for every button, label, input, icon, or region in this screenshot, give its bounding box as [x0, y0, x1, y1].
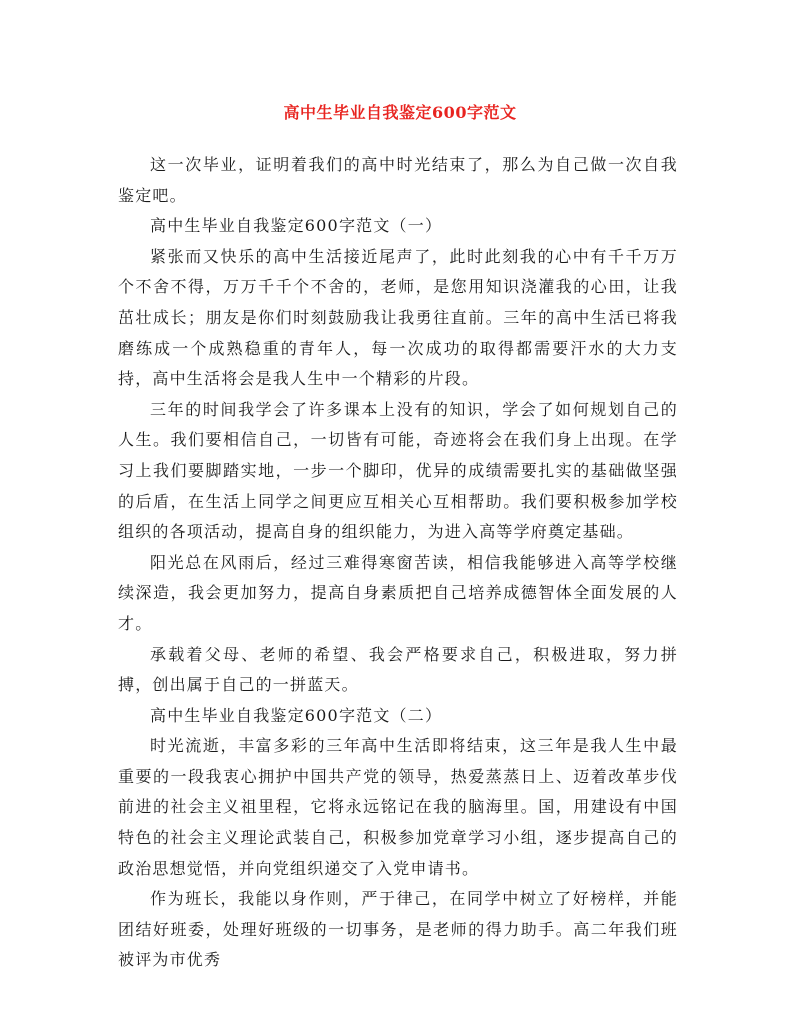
paragraph: 阳光总在风雨后，经过三难得寒窗苦读，相信我能够进入高等学校继续深造，我会更加努力，提高自身素质把自己培养成德智体全面发展的人才。 — [118, 552, 678, 633]
paragraph: 承载着父母、老师的希望、我会严格要求自己，积极进取，努力拼搏，创出属于自己的一拼蓝天。 — [118, 644, 678, 695]
document-title: 高中生毕业自我鉴定600字范文 — [283, 103, 517, 122]
paragraph: 时光流逝，丰富多彩的三年高中生活即将结束，这三年是我人生中最重要的一段我衷心拥护中国共产党的领导，热爱蒸蒸日上、迈着改革步伐前进的社会主义祖里程，它将永远铭记在我的脑海里。国，用建设有中国特色的社会主义理论武装自己，积极参加党章学习小组，逐步提高自己的政治思想觉悟，并向党组织递交了入党申请书。 — [118, 736, 678, 878]
paragraph: 作为班长，我能以身作则，严于律己，在同学中树立了好榜样，并能团结好班委，处理好班级的一切事务，是老师的得力助手。高二年我们班被评为市优秀 — [118, 889, 678, 970]
paragraph: 紧张而又快乐的高中生活接近尾声了，此时此刻我的心中有千千万万个不舍不得，万万千千个不舍的，老师，是您用知识浇灌我的心田，让我茁壮成长；朋友是你们时刻鼓励我让我勇往直前。三年的高中生活已将我磨练成一个成熟稳重的青年人，每一次成功的取得都需要汗水的大力支持，高中生活将会是我人生中一个精彩的片段。 — [118, 246, 678, 389]
paragraph-intro: 这一次毕业，证明着我们的高中时光结束了，那么为自己做一次自我鉴定吧。 — [118, 155, 678, 205]
section-heading-2: 高中生毕业自我鉴定600字范文（二） — [150, 705, 443, 725]
paragraph: 三年的时间我学会了许多课本上没有的知识，学会了如何规划自己的人生。我们要相信自己，一切皆有可能，奇迹将会在我们身上出现。在学习上我们要脚踏实地，一步一个脚印，优异的成绩需要扎实的基础做坚强的后盾，在生活上同学之间更应互相关心互相帮助。我们要积极参加学校组织的各项活动，提高自身的组织能力，为进入高等学府奠定基础。 — [118, 399, 678, 542]
section-heading-1: 高中生毕业自我鉴定600字范文（一） — [150, 216, 443, 236]
document-body — [118, 150, 678, 976]
